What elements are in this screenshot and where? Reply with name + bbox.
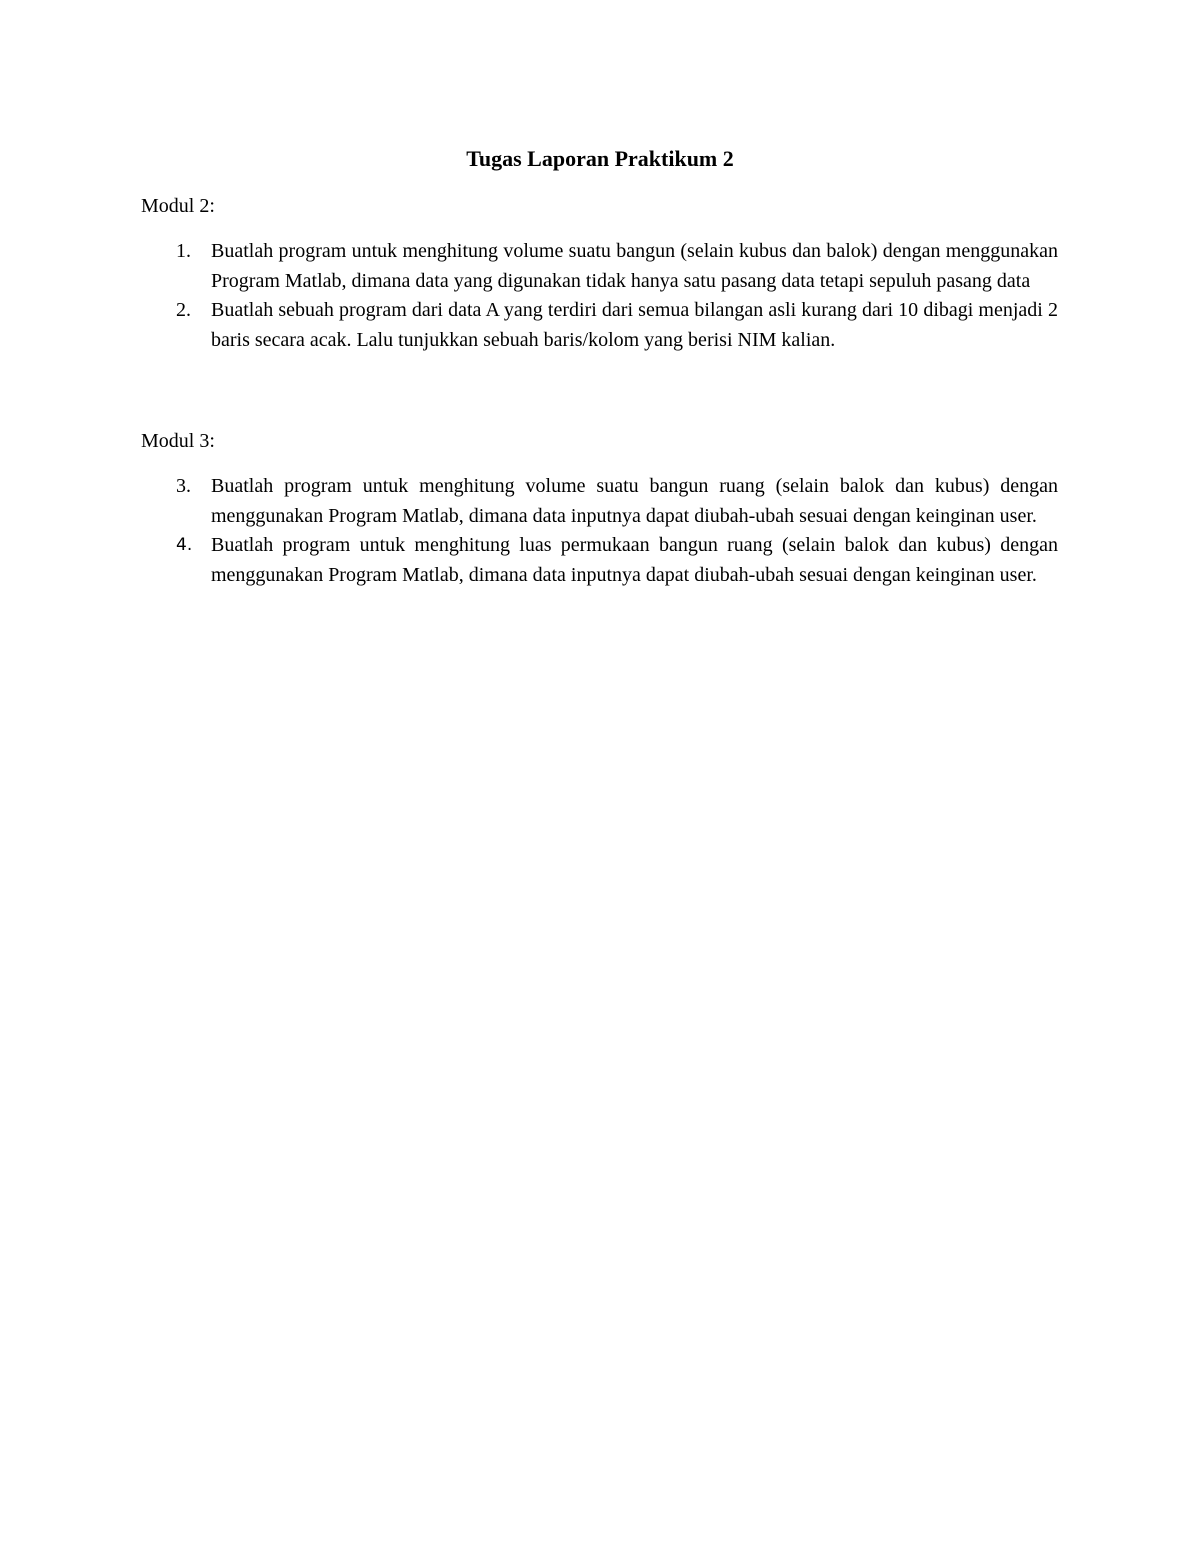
list-number: 4. [176, 535, 193, 555]
list-number: 3. [176, 475, 191, 497]
task-list-modul-2 [0, 237, 1200, 355]
list-number: 1. [176, 240, 191, 262]
list-item-text: Buatlah sebuah program dari data A yang terdiri dari semua bilangan asli kurang dari 10 dibagi menjadi 2 baris secara acak. Lalu tunjukkan sebuah baris/kolom yang berisi NIM kalian. [211, 299, 1058, 351]
list-item [0, 531, 1200, 590]
list-item [0, 237, 1200, 296]
list-item-text: Buatlah program untuk menghitung volume suatu bangun ruang (selain balok dan kubus) dengan menggunakan Program Matlab, dimana data inputnya dapat diubah-ubah sesuai dengan keinginan user. [211, 475, 1058, 527]
task-list-modul-3 [0, 472, 1200, 590]
list-item [0, 296, 1200, 355]
section-heading-modul-2: Modul 2: [141, 195, 215, 217]
section-heading-modul-3: Modul 3: [141, 430, 215, 452]
list-item [0, 472, 1200, 531]
list-item-text: Buatlah program untuk menghitung volume suatu bangun (selain kubus dan balok) dengan menggunakan Program Matlab, dimana data yang digunakan tidak hanya satu pasang data tetapi sepuluh pasang data [211, 240, 1058, 292]
document-title: Tugas Laporan Praktikum 2 [466, 146, 734, 171]
list-number: 2. [176, 299, 191, 321]
list-item-text: Buatlah program untuk menghitung luas permukaan bangun ruang (selain balok dan kubus) dengan menggunakan Program Matlab, dimana data inputnya dapat diubah-ubah sesuai dengan keinginan user. [211, 534, 1058, 586]
